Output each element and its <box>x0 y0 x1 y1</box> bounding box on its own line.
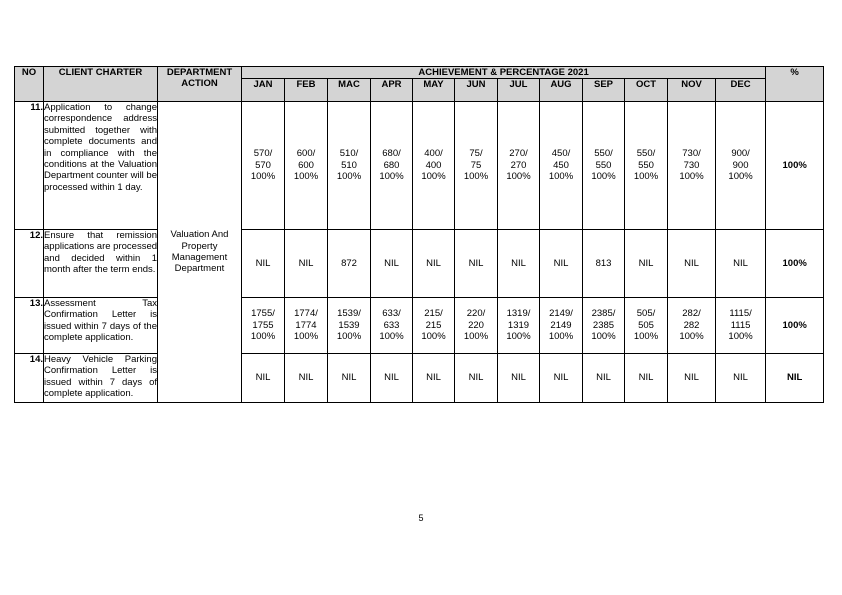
percentage-cell: NIL <box>766 354 824 403</box>
month-value-cell: 75/ 75 100% <box>455 102 498 230</box>
header-month: FEB <box>285 79 328 102</box>
month-value-cell: 400/ 400 100% <box>413 102 455 230</box>
month-value-cell: 2149/ 2149 100% <box>540 298 583 354</box>
month-value-cell: NIL <box>455 230 498 298</box>
month-value-cell: NIL <box>716 230 766 298</box>
month-value-cell: NIL <box>540 354 583 403</box>
month-value-cell: 633/ 633 100% <box>371 298 413 354</box>
table-row <box>15 354 824 403</box>
percentage-cell: 100% <box>766 230 824 298</box>
table-row <box>15 298 824 354</box>
table-row <box>15 102 824 230</box>
month-value-cell: NIL <box>498 354 540 403</box>
client-charter-text: Heavy Vehicle Parking Confirmation Letter is issued within 7 days of complete application. <box>44 354 158 403</box>
month-value-cell: 570/ 570 100% <box>242 102 285 230</box>
month-value-cell: 872 <box>328 230 371 298</box>
month-value-cell: NIL <box>413 354 455 403</box>
month-value-cell: NIL <box>242 230 285 298</box>
month-value-cell: NIL <box>371 230 413 298</box>
header-month: SEP <box>583 79 625 102</box>
month-value-cell: 813 <box>583 230 625 298</box>
month-value-cell: NIL <box>498 230 540 298</box>
month-value-cell: NIL <box>455 354 498 403</box>
month-value-cell: NIL <box>371 354 413 403</box>
month-value-cell: 505/ 505 100% <box>625 298 668 354</box>
month-value-cell: 270/ 270 100% <box>498 102 540 230</box>
month-value-cell: 550/ 550 100% <box>625 102 668 230</box>
month-value-cell: NIL <box>668 354 716 403</box>
row-number: 13. <box>15 298 44 354</box>
month-value-cell: 450/ 450 100% <box>540 102 583 230</box>
month-value-cell: 1319/ 1319 100% <box>498 298 540 354</box>
header-month: DEC <box>716 79 766 102</box>
month-value-cell: 1774/ 1774 100% <box>285 298 328 354</box>
table-row <box>15 230 824 298</box>
client-charter-text: Assessment Tax Confirmation Letter is issued within 7 days of the complete application. <box>44 298 158 354</box>
header-no: NO <box>15 67 44 102</box>
row-number: 14. <box>15 354 44 403</box>
month-value-cell: NIL <box>625 354 668 403</box>
month-value-cell: 600/ 600 100% <box>285 102 328 230</box>
header-month: APR <box>371 79 413 102</box>
header-month: JAN <box>242 79 285 102</box>
month-value-cell: 550/ 550 100% <box>583 102 625 230</box>
month-value-cell: 680/ 680 100% <box>371 102 413 230</box>
month-value-cell: 1539/ 1539 100% <box>328 298 371 354</box>
month-value-cell: 730/ 730 100% <box>668 102 716 230</box>
header-month: NOV <box>668 79 716 102</box>
month-value-cell: 1115/ 1115 100% <box>716 298 766 354</box>
department-action-cell: Valuation And Property Management Department <box>158 102 242 403</box>
header-department-action: DEPARTMENT ACTION <box>158 67 242 102</box>
month-value-cell: 510/ 510 100% <box>328 102 371 230</box>
month-value-cell: NIL <box>625 230 668 298</box>
header-month: MAY <box>413 79 455 102</box>
month-value-cell: 900/ 900 100% <box>716 102 766 230</box>
month-value-cell: NIL <box>285 230 328 298</box>
client-charter-table <box>14 66 824 403</box>
header-achievement: ACHIEVEMENT & PERCENTAGE 2021 <box>242 67 766 79</box>
month-value-cell: NIL <box>668 230 716 298</box>
month-value-cell: 1755/ 1755 100% <box>242 298 285 354</box>
month-value-cell: NIL <box>583 354 625 403</box>
client-charter-text: Application to change correspondence address submitted together with complete documents and in compliance with the conditions at the Valuation Department counter will be processed within 1 day. <box>44 102 158 230</box>
row-number: 12. <box>15 230 44 298</box>
month-value-cell: NIL <box>285 354 328 403</box>
percentage-cell: 100% <box>766 102 824 230</box>
header-percent: % <box>766 67 824 102</box>
header-client-charter: CLIENT CHARTER <box>44 67 158 102</box>
month-value-cell: NIL <box>242 354 285 403</box>
month-value-cell: 2385/ 2385 100% <box>583 298 625 354</box>
header-month: AUG <box>540 79 583 102</box>
client-charter-text: Ensure that remission applications are processed and decided within 1 month after the term ends. <box>44 230 158 298</box>
page-number: 5 <box>418 513 424 523</box>
row-number: 11. <box>15 102 44 230</box>
month-value-cell: NIL <box>413 230 455 298</box>
month-value-cell: NIL <box>328 354 371 403</box>
month-value-cell: NIL <box>716 354 766 403</box>
month-value-cell: NIL <box>540 230 583 298</box>
header-month: JUL <box>498 79 540 102</box>
percentage-cell: 100% <box>766 298 824 354</box>
month-value-cell: 282/ 282 100% <box>668 298 716 354</box>
header-month: MAC <box>328 79 371 102</box>
header-month: OCT <box>625 79 668 102</box>
header-month: JUN <box>455 79 498 102</box>
month-value-cell: 215/ 215 100% <box>413 298 455 354</box>
month-value-cell: 220/ 220 100% <box>455 298 498 354</box>
